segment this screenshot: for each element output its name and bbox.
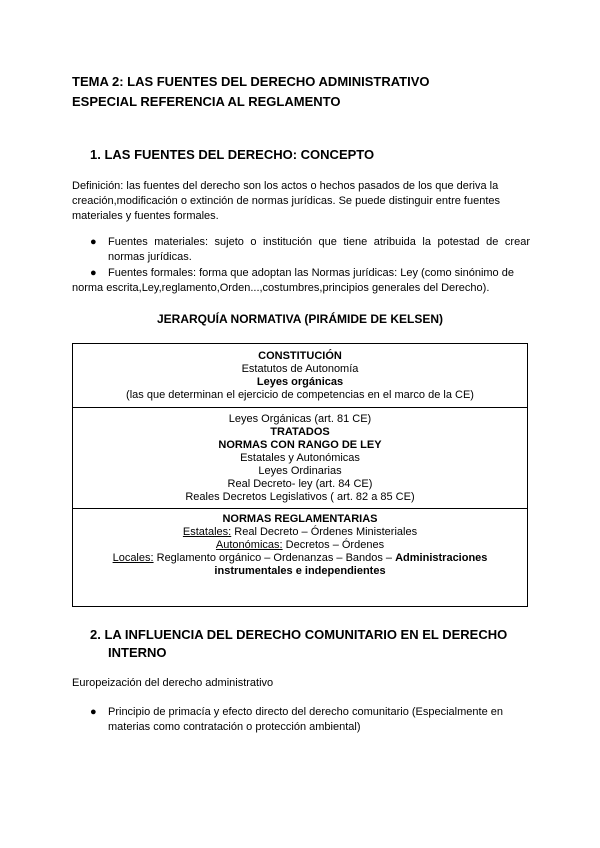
bullet-list-fuentes bbox=[72, 235, 530, 296]
cell-text: Real Decreto – Órdenes Ministeriales bbox=[231, 526, 418, 538]
cell-label: Autonómicas: bbox=[215, 539, 283, 551]
hierarchy-heading: JERARQUÍA NORMATIVA (PIRÁMIDE DE KELSEN) bbox=[156, 312, 443, 326]
cell-line bbox=[77, 526, 523, 539]
cell-line: Reales Decretos Legislativos ( art. 82 a 85 CE) bbox=[185, 491, 415, 503]
bullet-icon: ● bbox=[90, 706, 97, 718]
list-item-text: Fuentes formales: forma que adoptan las Normas jurídicas: Ley (como sinónimo de norma escrita,Ley,reglamento,Orden...,costumbres,principios generales del Derecho). bbox=[72, 267, 514, 294]
bullet-icon: ● bbox=[90, 236, 97, 248]
cell-text: Reglamento orgánico – Ordenanzas – Bandos – bbox=[153, 552, 396, 564]
cell-line: NORMAS CON RANGO DE LEY bbox=[218, 439, 382, 451]
title-line-2: ESPECIAL REFERENCIA AL REGLAMENTO bbox=[72, 94, 341, 109]
cell-line: Estatutos de Autonomía bbox=[241, 363, 359, 375]
section-2-heading bbox=[90, 626, 530, 662]
heading-line: 2. LA INFLUENCIA DEL DERECHO COMUNITARIO EN EL DERECHO bbox=[90, 627, 508, 642]
cell-line: Leyes Orgánicas (art. 81 CE) bbox=[228, 413, 372, 425]
cell-bold-text: Administraciones bbox=[395, 552, 488, 564]
table-row-leyes bbox=[73, 408, 527, 509]
cell-line: Estatales y Autonómicas bbox=[240, 452, 360, 464]
bullet-list-comunitario bbox=[72, 705, 530, 736]
table-row-reglamentarias bbox=[73, 509, 527, 606]
cell-label: Locales: bbox=[112, 552, 154, 564]
cell-line: TRATADOS bbox=[270, 426, 330, 438]
cell-line: NORMAS REGLAMENTARIAS bbox=[222, 513, 378, 525]
cell-line: Real Decreto- ley (art. 84 CE) bbox=[227, 478, 373, 490]
heading-line: INTERNO bbox=[108, 645, 167, 660]
cell-line: CONSTITUCIÓN bbox=[258, 350, 342, 362]
cell-line: Leyes orgánicas bbox=[256, 376, 344, 388]
list-item bbox=[72, 235, 530, 265]
list-item-text: Fuentes materiales: sujeto o institución que tiene atribuida la potestad de crear normas jurídicas. bbox=[108, 236, 530, 263]
document-title bbox=[72, 72, 542, 112]
table-row-constitucion bbox=[73, 344, 527, 408]
cell-line: (las que determinan el ejercicio de competencias en el marco de la CE) bbox=[126, 389, 474, 401]
title-line-1: TEMA 2: LAS FUENTES DEL DERECHO ADMINISTRATIVO bbox=[72, 74, 430, 89]
list-item-text: Principio de primacía y efecto directo del derecho comunitario (Especialmente en materias como contratación o protección ambiental) bbox=[108, 706, 503, 733]
definition-paragraph: Definición: las fuentes del derecho son los actos o hechos pasados de los que deriva la creación,modificación o extinción de normas jurídicas. Se puede distinguir entre fuentes materiales y fuentes formales. bbox=[72, 180, 501, 222]
cell-line: Leyes Ordinarias bbox=[258, 465, 342, 477]
bullet-icon: ● bbox=[90, 267, 97, 279]
cell-label: Estatales: bbox=[182, 526, 232, 538]
cell-text: Decretos – Órdenes bbox=[282, 539, 385, 551]
cell-line: instrumentales e independientes bbox=[214, 565, 386, 577]
list-item bbox=[72, 705, 530, 735]
section-1-heading: 1. LAS FUENTES DEL DERECHO: CONCEPTO bbox=[90, 147, 375, 162]
cell-line bbox=[77, 539, 523, 552]
cell-line bbox=[77, 552, 523, 565]
list-item bbox=[72, 266, 530, 296]
kelsen-pyramid-table bbox=[72, 343, 528, 607]
europeizacion-paragraph: Europeización del derecho administrativo bbox=[72, 677, 274, 689]
